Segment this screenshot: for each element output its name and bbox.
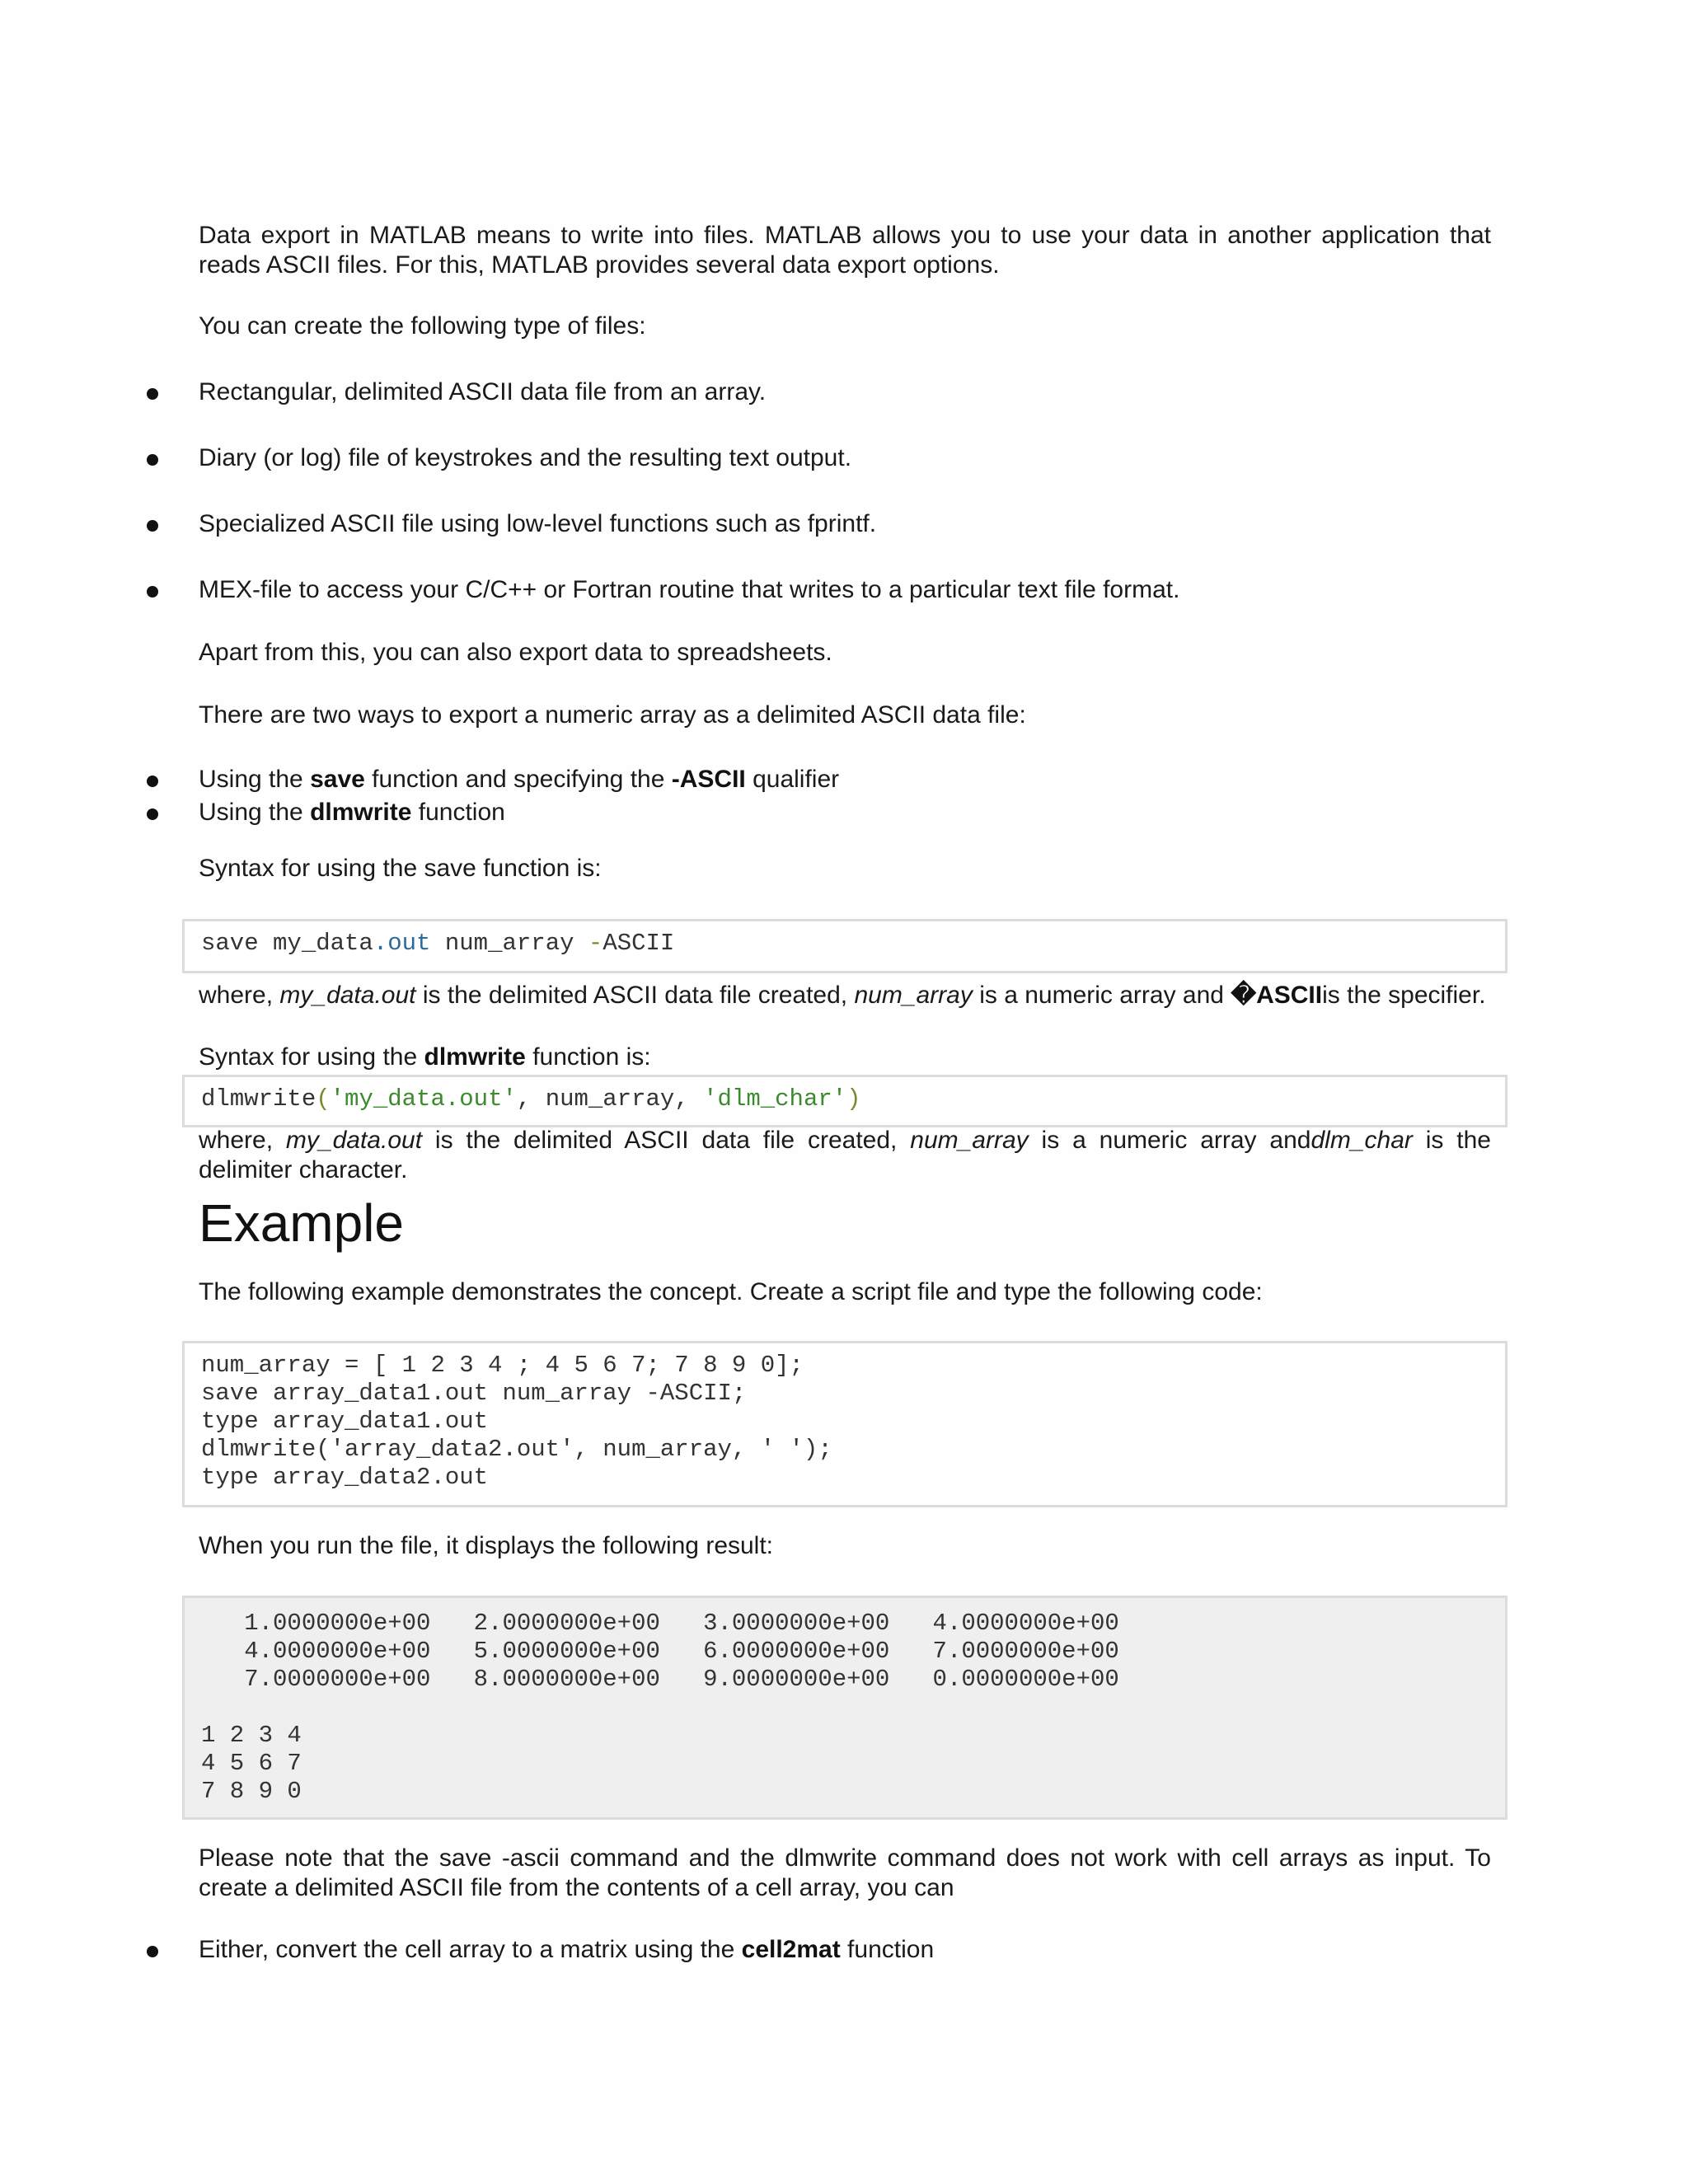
bullet-icon — [147, 808, 158, 820]
code-block-example — [182, 1341, 1507, 1507]
file-type-item: Diary (or log) file of keystrokes and the resulting text output. — [199, 444, 852, 471]
file-type-item: Specialized ASCII file using low-level functions such as fprintf. — [199, 510, 877, 537]
output-line: 1.0000000e+00 2.0000000e+00 3.0000000e+00 4.0000000e+00 — [201, 1610, 1119, 1637]
where-dlm-paragraph: where, my_data.out is the delimited ASCII data file created, num_array is a numeric array anddlm_char is the delimiter character. — [199, 1127, 1491, 1183]
bullet-icon — [147, 454, 158, 466]
example-intro: The following example demonstrates the concept. Create a script file and type the following code: — [199, 1278, 1263, 1305]
output-block — [182, 1596, 1507, 1820]
way-item-dlmwrite: Using the dlmwrite function — [199, 799, 505, 826]
output-line: 1 2 3 4 — [201, 1722, 302, 1749]
cell2mat-item: Either, convert the cell array to a matrix using the cell2mat function — [199, 1936, 935, 1963]
syntax-save-label: Syntax for using the save function is: — [199, 855, 602, 882]
code-line: save array_data1.out num_array -ASCII; — [201, 1380, 747, 1407]
example-heading: Example — [199, 1193, 404, 1253]
output-line: 7.0000000e+00 8.0000000e+00 9.0000000e+00 0.0000000e+00 — [201, 1666, 1119, 1693]
code-block-dlmwrite: dlmwrite('my_data.out', num_array, 'dlm_char') — [182, 1075, 1507, 1127]
where-save-paragraph: where, my_data.out is the delimited ASCII data file created, num_array is a numeric array and �ASCIIis the specifier. — [199, 982, 1486, 1009]
result-intro: When you run the file, it displays the following result: — [199, 1532, 774, 1559]
code-block-save: save my_data.out num_array -ASCII — [182, 919, 1507, 973]
two-ways-intro: There are two ways to export a numeric array as a delimited ASCII data file: — [199, 701, 1026, 729]
output-line: 7 8 9 0 — [201, 1778, 302, 1805]
bullet-icon — [147, 776, 158, 787]
spreadsheets-note: Apart from this, you can also export data to spreadsheets. — [199, 639, 832, 666]
code-line: type array_data1.out — [201, 1408, 489, 1435]
output-line: 4.0000000e+00 5.0000000e+00 6.0000000e+00 7.0000000e+00 — [201, 1638, 1119, 1665]
bullet-icon — [147, 520, 158, 532]
file-type-item: MEX-file to access your C/C++ or Fortran routine that writes to a particular text file format. — [199, 576, 1180, 603]
bullet-icon — [147, 586, 158, 598]
code-line: dlmwrite('array_data2.out', num_array, ' '); — [201, 1436, 832, 1463]
output-line: 4 5 6 7 — [201, 1750, 302, 1777]
code-line: num_array = [ 1 2 3 4 ; 4 5 6 7; 7 8 9 0]; — [201, 1352, 804, 1379]
bullet-icon — [147, 388, 158, 400]
file-type-item: Rectangular, delimited ASCII data file from an array. — [199, 378, 767, 405]
syntax-dlm-label: Syntax for using the dlmwrite function is: — [199, 1043, 651, 1071]
file-types-intro: You can create the following type of files: — [199, 312, 646, 340]
way-item-save: Using the save function and specifying the -ASCII qualifier — [199, 766, 840, 793]
intro-paragraph — [199, 221, 1491, 280]
note-paragraph: Please note that the save -ascii command and the dlmwrite command does not work with cell arrays as input. To create a delimited ASCII file from the contents of a cell array, you can — [199, 1844, 1491, 1901]
code-line: type array_data2.out — [201, 1464, 489, 1491]
output-line — [201, 1694, 1489, 1722]
intro-text: Data export in MATLAB means to write into files. MATLAB allows you to use your data in another application that reads ASCII files. For this, MATLAB provides several data export options. — [199, 222, 1491, 279]
bullet-icon — [147, 1946, 158, 1957]
